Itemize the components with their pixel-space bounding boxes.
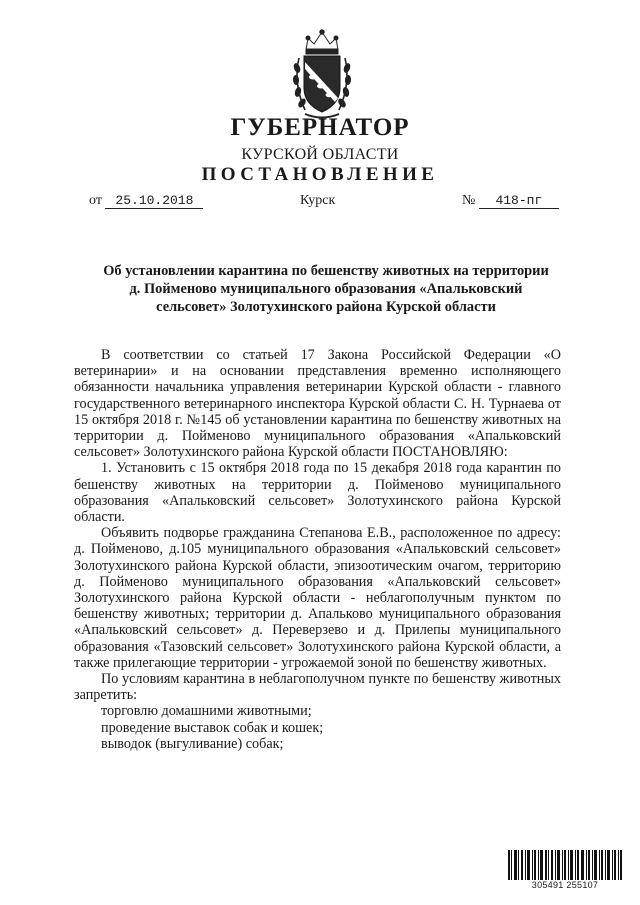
body-paragraph: Объявить подворье гражданина Степанова Е.В., расположенное по адресу: д. Пойменово, д.105 муниципального образования «Апальковский сельсовет» Золотухинского района Курской области, эпизоотическим очагом, территорию д. Пойменово муниципального образования «Апальковский сельсовет» Золотухинского района Курской области - неблагополучным пунктом по бешенству животных; территории д. Апальково муниципального образования «Апальковский сельсовет» д. Переверзево и д. Прилепы муниципального образования «Тазовский сельсовет» Золотухинского района Курской области, а также прилегающие территории - угрожаемой зоной по бешенству животных. xyxy=(74,525,561,671)
region-heading: КУРСКОЙ ОБЛАСТИ xyxy=(241,146,399,163)
title-line: д. Пойменово муниципального образования «Апальковский xyxy=(129,281,523,297)
list-item: проведение выставок собак и кошек; xyxy=(101,719,324,736)
document-body xyxy=(74,347,561,752)
date-value: 25.10.2018 xyxy=(105,193,203,209)
title-line: сельсовет» Золотухинского района Курской области xyxy=(156,299,496,315)
body-paragraph: 1. Установить с 15 октября 2018 года по 15 декабря 2018 года карантин по бешенству животных на территории д. Пойменово муниципального образования «Апальковский сельсовет» Золотухинского района Курской области. xyxy=(74,460,561,526)
document-type-heading: ПОСТАНОВЛЕНИЕ xyxy=(201,164,439,185)
governor-heading: ГУБЕРНАТОР xyxy=(230,114,410,141)
document-number xyxy=(462,193,559,209)
list-item: выводок (выгуливание) собак; xyxy=(101,735,284,752)
barcode xyxy=(506,850,624,880)
date-prefix: от xyxy=(89,193,102,208)
number-prefix: № xyxy=(462,193,476,208)
body-paragraph: По условиям карантина в неблагополучном пункте по бешенству животных запретить: xyxy=(74,671,561,704)
list-item: торговлю домашними животными; xyxy=(101,703,312,720)
document-city: Курск xyxy=(300,193,336,208)
title-line: Об установлении карантина по бешенству животных на территории xyxy=(103,263,549,279)
body-paragraph: В соответствии со статьей 17 Закона Российской Федерации «О ветеринарии» и на основании представления временно исполняющего обязанности начальника управления ветеринарии Курской области - главного государственного ветеринарного инспектора Курской области С. Н. Турнаева от 15 октября 2018 г. №145 об установлении карантина по бешенству животных на территории д. Пойменово муниципального образования «Апальковский сельсовет» Золотухинского района Курской области ПОСТАНОВЛЯЮ: xyxy=(74,347,561,461)
document-title xyxy=(60,262,592,316)
number-value: 418-пг xyxy=(479,193,559,209)
barcode-number: 305491 255107 xyxy=(531,880,599,890)
document-date xyxy=(89,193,203,209)
kursk-coat-of-arms-emblem xyxy=(291,28,353,122)
